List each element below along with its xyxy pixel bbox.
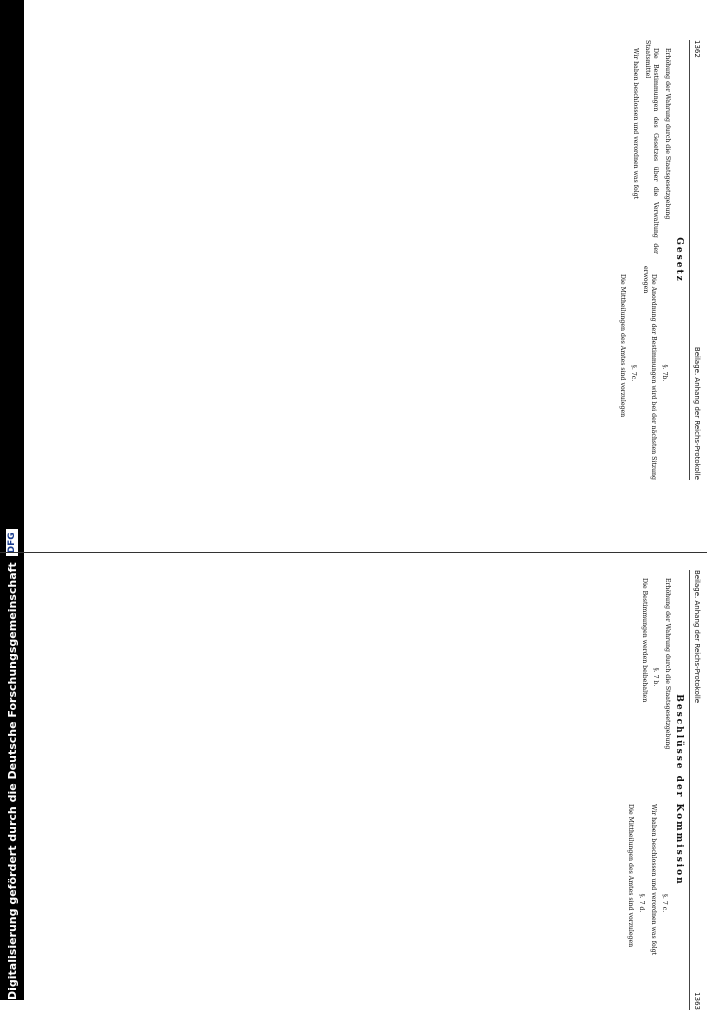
paragraph: Die Mittheilungen des Amtes sind vorzulegen bbox=[627, 804, 634, 948]
running-title: Beilage. Anhang der Reichs-Protokolle bbox=[693, 570, 701, 704]
page-number: 1362 bbox=[693, 40, 701, 58]
section-number: §. 7 c. bbox=[661, 893, 668, 913]
column-right bbox=[614, 266, 671, 480]
column-left bbox=[614, 40, 671, 254]
paragraph: Erhöhung der Wahrung durch die Staatsgesetzgebung bbox=[664, 48, 671, 220]
running-head bbox=[689, 40, 701, 480]
running-title: Beilage. Anhang der Reichs-Protokolle bbox=[693, 346, 701, 480]
page-number: 1363 bbox=[693, 992, 701, 1010]
paragraph: Die Anordnung der Bestimmungen wird bei der nächsten Sitzung erwogen bbox=[642, 266, 657, 480]
dfg-logo: DFG bbox=[6, 529, 18, 556]
paragraph: Erhöhung der Wahrung durch die Staatsgesetzgebung bbox=[664, 578, 671, 750]
section-number: §. 7b. bbox=[661, 364, 668, 382]
footer-strip bbox=[0, 532, 24, 1000]
column-left bbox=[622, 570, 671, 784]
section-heading: Gesetz bbox=[674, 237, 684, 283]
paragraph: Die Mittheilungen des Amtes sind vorzulegen bbox=[619, 274, 626, 418]
paragraph: Wir haben beschlossen und verordnen was folgt bbox=[632, 48, 639, 200]
funding-note: Digitalisierung gefördert durch die Deutsche Forschungsgemeinschaft bbox=[5, 562, 19, 1000]
section-heading: Beschlüsse der Kommission bbox=[674, 694, 684, 886]
page-top bbox=[26, 30, 707, 490]
section-number: §. 7 d. bbox=[638, 893, 645, 913]
section-number: §. 7c. bbox=[630, 364, 637, 382]
page-bottom bbox=[26, 560, 707, 1020]
paragraph: Die Bestimmungen werden beibehalten bbox=[641, 578, 648, 703]
section-number: §. 7 b. bbox=[652, 667, 659, 687]
paragraph: Wir haben beschlossen und verordnen was folgt bbox=[650, 804, 657, 956]
paragraph: Die Bestimmungen des Gesetzes über die Verwaltung der Staatsmittel bbox=[644, 40, 659, 254]
page-divider bbox=[0, 552, 707, 553]
running-head bbox=[689, 570, 701, 1010]
column-right bbox=[622, 796, 671, 1010]
